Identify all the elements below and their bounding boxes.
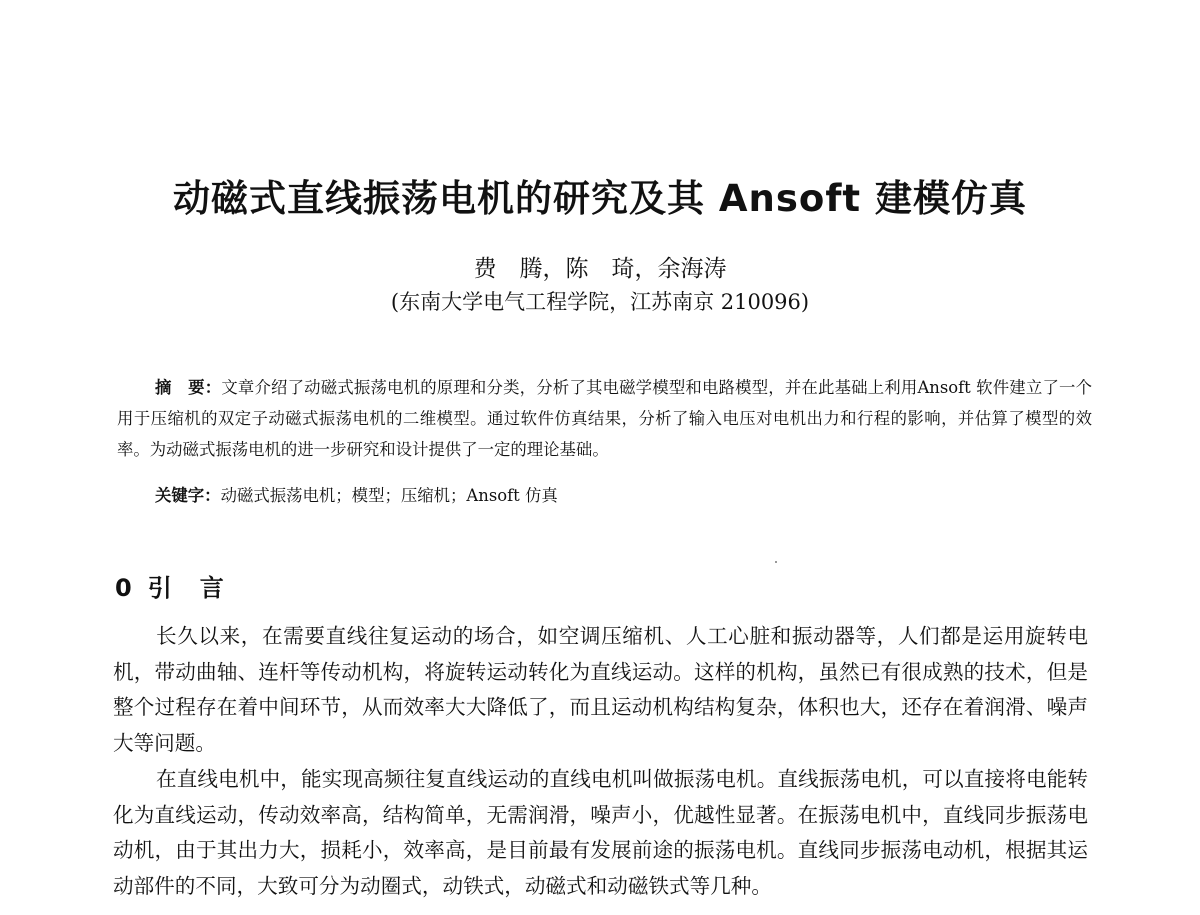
keywords-text: 动磁式振荡电机；模型；压缩机；Ansoft 仿真 bbox=[220, 486, 558, 505]
section-heading bbox=[115, 568, 226, 603]
scan-speck bbox=[775, 561, 777, 563]
section-number: 0 bbox=[115, 574, 134, 602]
abstract-label: 摘 要： bbox=[155, 378, 222, 397]
affiliation: (东南大学电气工程学院，江苏南京 210096) bbox=[390, 290, 810, 314]
keywords bbox=[155, 480, 1085, 511]
paper-title: 动磁式直线振荡电机的研究及其 Ansoft 建模仿真 bbox=[173, 177, 1027, 220]
section-title: 引 言 bbox=[147, 574, 226, 602]
body-paragraph: 长久以来，在需要直线往复运动的场合，如空调压缩机、人工心脏和振动器等，人们都是运用旋转电机，带动曲轴、连杆等传动机构，将旋转运动转化为直线运动。这样的机构，虽然已有很成熟的技术，但是整个过程存在着中间环节，从而效率大大降低了，而且运动机构结构复杂，体积也大，还存在着润滑、噪声大等问题。 bbox=[113, 624, 1088, 755]
keywords-label: 关键字： bbox=[155, 486, 221, 505]
abstract-text: 文章介绍了动磁式振荡电机的原理和分类，分析了其电磁学模型和电路模型，并在此基础上利用Ansoft 软件建立了一个用于压缩机的双定子动磁式振荡电机的二维模型。通过软件仿真结果，分析了输入电压对电机出力和行程的影响，并估算了模型的效率。为动磁式振荡电机的进一步研究和设计提供了一定的理论基础。 bbox=[117, 378, 1092, 459]
abstract bbox=[117, 372, 1092, 465]
body-paragraph: 在直线电机中，能实现高频往复直线运动的直线电机叫做振荡电机。直线振荡电机，可以直接将电能转化为直线运动，传动效率高，结构简单，无需润滑，噪声小，优越性显著。在振荡电机中，直线同步振荡电动机，由于其出力大，损耗小，效率高，是目前最有发展前途的振荡电机。直线同步振荡电动机，根据其运动部件的不同，大致可分为动圈式，动铁式，动磁式和动磁铁式等几种。 bbox=[113, 767, 1088, 898]
authors: 费 腾，陈 琦，余海涛 bbox=[473, 256, 727, 282]
